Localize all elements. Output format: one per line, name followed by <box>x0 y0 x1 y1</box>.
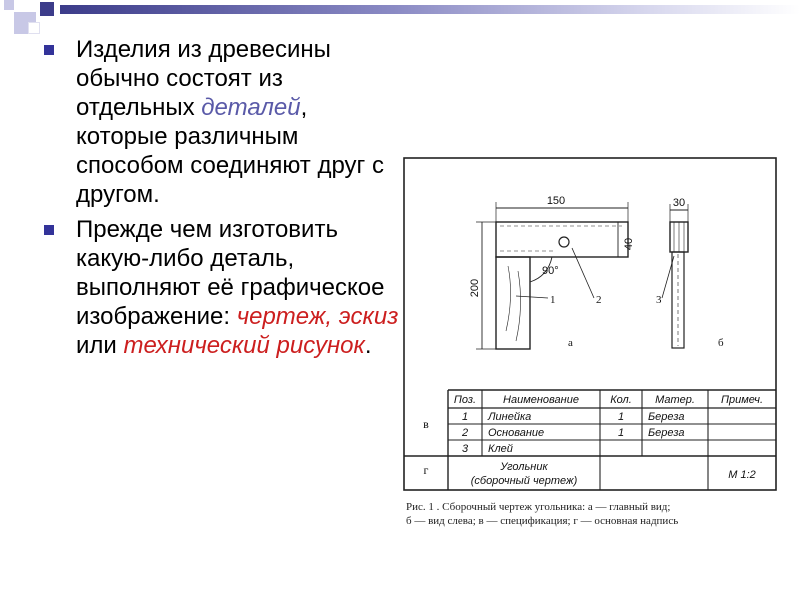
view-a-label: а <box>568 337 573 349</box>
dim-150-label: 150 <box>546 195 566 207</box>
title-block-scale: М 1:2 <box>728 469 756 481</box>
dim-200-label: 200 <box>469 278 481 298</box>
spec-header-material: Матер. <box>655 394 695 406</box>
corner-square-light <box>4 0 14 10</box>
bullet-square-icon <box>44 225 54 235</box>
corner-square-white <box>28 22 40 34</box>
title-block-name: Угольник <box>500 461 548 473</box>
leader-1-label: 1 <box>550 294 556 306</box>
bullet-item <box>40 215 400 360</box>
title-block-type: (сборочный чертеж) <box>470 475 578 487</box>
bullet-text: Изделия из древесины обычно состоят из отдельных <box>76 36 331 121</box>
drawing-svg <box>396 156 786 528</box>
dim-40-label: 40 <box>623 237 635 251</box>
spec-header-name: Наименование <box>503 394 579 406</box>
bullet-list <box>40 35 400 366</box>
spec-cell: 1 <box>461 411 469 423</box>
title-label-g: г <box>423 463 429 477</box>
spec-cell: Клей <box>488 443 513 455</box>
side-view <box>662 204 688 348</box>
spec-cell: 3 <box>461 443 469 455</box>
figure-caption-line2: б — вид слева; в — спецификация; г — основная надпись <box>406 515 679 527</box>
bullet-item <box>40 35 400 209</box>
spec-header-qty: Кол. <box>610 394 632 406</box>
highlight-term: технический рисунок <box>123 332 365 359</box>
spec-cell: 1 <box>617 411 625 423</box>
highlight-term: деталей <box>201 94 301 121</box>
spec-cell: 2 <box>461 427 469 439</box>
leader-2-label: 2 <box>596 294 602 306</box>
figure-caption-line1: Рис. 1 . Сборочный чертеж угольника: а — главный вид; <box>406 501 671 513</box>
view-b-label: б <box>718 337 724 349</box>
spec-cell: Береза <box>648 411 685 423</box>
spec-cell: Основание <box>488 427 545 439</box>
spec-cell: Береза <box>648 427 685 439</box>
dim-30-label: 30 <box>672 197 686 209</box>
spec-header-note: Примеч. <box>721 394 763 406</box>
corner-square-dark <box>40 2 54 16</box>
spec-label-v: в <box>423 417 429 431</box>
bullet-square-icon <box>44 45 54 55</box>
top-accent-bar <box>60 5 800 14</box>
spec-header-pos: Поз. <box>453 394 477 406</box>
spec-cell: Линейка <box>488 411 532 423</box>
bullet-text: или <box>76 332 124 359</box>
assembly-drawing-figure <box>396 156 786 528</box>
bullet-text: Прежде чем изготовить какую-либо деталь, выполняют её графическое изображение: <box>76 216 385 330</box>
bullet-text: . <box>364 332 372 359</box>
angle-label: 90° <box>542 265 559 277</box>
highlight-term: чертеж, эскиз <box>236 303 399 330</box>
leader-3-label: 3 <box>656 294 662 306</box>
bullet-text: , которые различным способом соединяют друг с другом. <box>76 94 384 208</box>
spec-cell: 1 <box>617 427 625 439</box>
